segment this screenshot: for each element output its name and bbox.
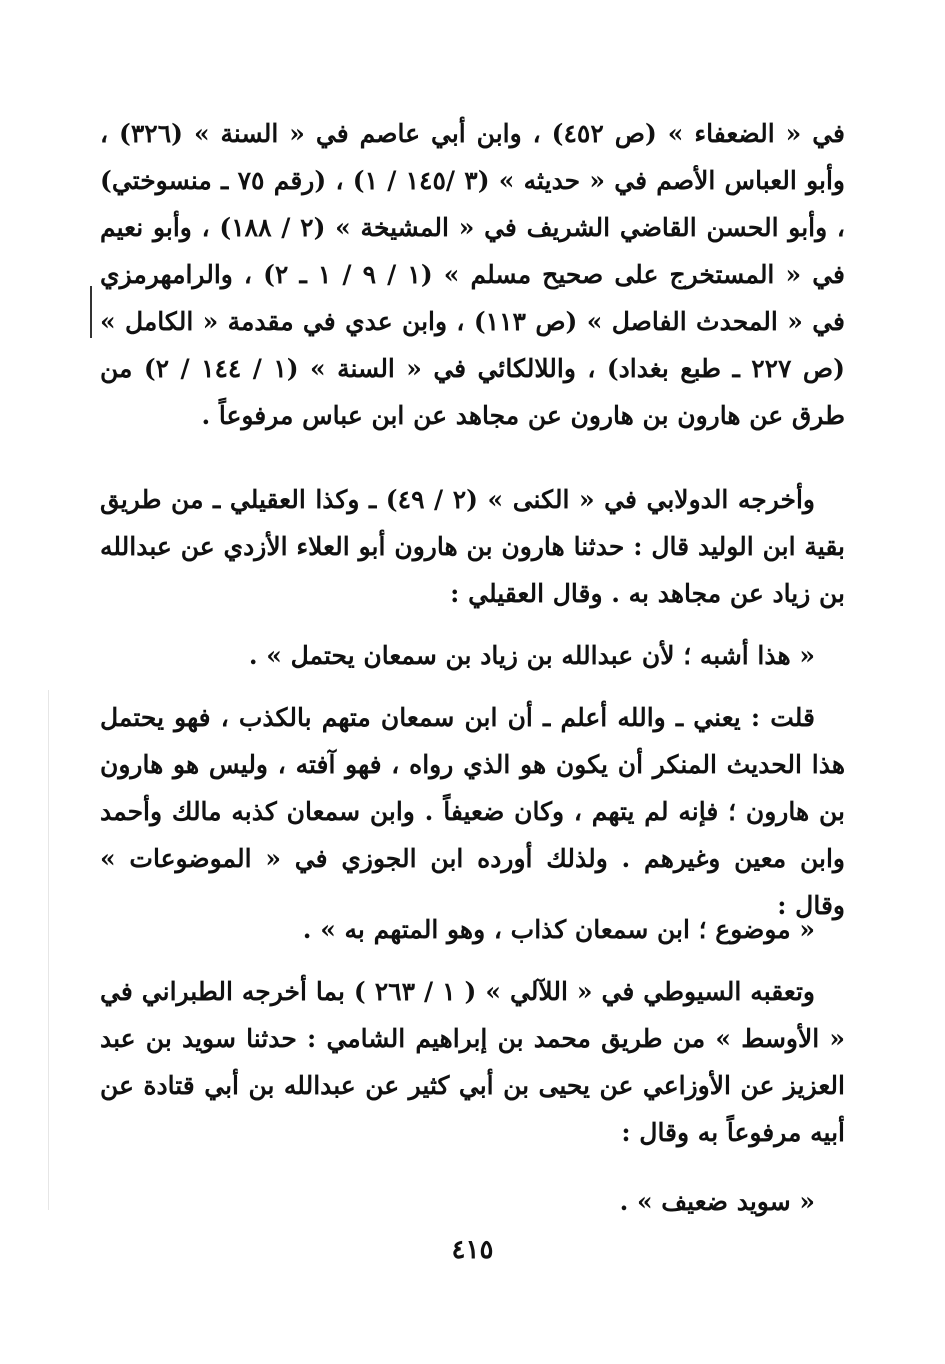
quote-suwayd: « سويد ضعيف » . <box>619 1187 815 1216</box>
paragraph-dulabi: وأخرجه الدولابي في « الكنى » (٢ / ٤٩) ـ وكذا العقيلي ـ من طريق بقية ابن الوليد قال : حدثنا هارون بن هارون أبو العلاء الأزدي عن عبدالله بن زياد عن مجاهد به . وقال العقيلي : <box>100 485 845 608</box>
margin-mark <box>90 286 92 338</box>
paragraph-suyuti: وتعقبه السيوطي في « اللآلي » ( ١ / ٢٦٣ ) بما أخرجه الطبراني في « الأوسط » من طريق محمد بن إبراهيم الشامي : حدثنا سويد بن عبد العزيز عن الأوزاعي عن يحيى بن أبي كثير عن عبدالله بن أبي قتادة عن أبيه مرفوعاً به وقال : <box>100 977 845 1147</box>
quote-ibn-jawzi: « موضوع ؛ ابن سمعان كذاب ، وهو المتهم به » . <box>302 915 815 944</box>
page-number: ٤١٥ <box>451 1235 494 1265</box>
paragraph-comment: قلت : يعني ـ والله أعلم ـ أن ابن سمعان متهم بالكذب ، فهو يحتمل هذا الحديث المنكر أن يكون هو الذي رواه ، فهو آفته ، وليس هو هارون بن هارون ؛ فإنه لم يتهم ، وكان ضعيفاً . وابن سمعان كذبه مالك وأحمد وابن معين وغيرهم . ولذلك أورده ابن الجوزي في « الموضوعات » وقال : <box>100 703 845 920</box>
quote-uqayli: « هذا أشبه ؛ لأن عبدالله بن زياد بن سمعان يحتمل » . <box>248 641 815 670</box>
scan-artifact-line <box>48 690 49 1210</box>
paragraph-sources: في « الضعفاء » (ص ٤٥٢) ، وابن أبي عاصم في « السنة » (٣٢٦) ، وأبو العباس الأصم في « حديثه » (٣ /١٤٥ / ١) ، (رقم ٧٥ ـ منسوختي) ، وأبو الحسن القاضي الشريف في « المشيخة » (٢ / ١٨٨) ، وأبو نعيم في « المستخرج على صحيح مسلم » (١ / ٩ / ١ ـ ٢) ، والرامهرمزي في « المحدث الفاصل » (ص ١١٣) ، وابن عدي في مقدمة « الكامل » (ص ٢٢٧ ـ طبع بغداد) ، واللالكائي في « السنة » (١ / ١٤٤ / ٢) من طرق عن هارون بن هارون عن مجاهد عن ابن عباس مرفوعاً . <box>100 119 845 430</box>
